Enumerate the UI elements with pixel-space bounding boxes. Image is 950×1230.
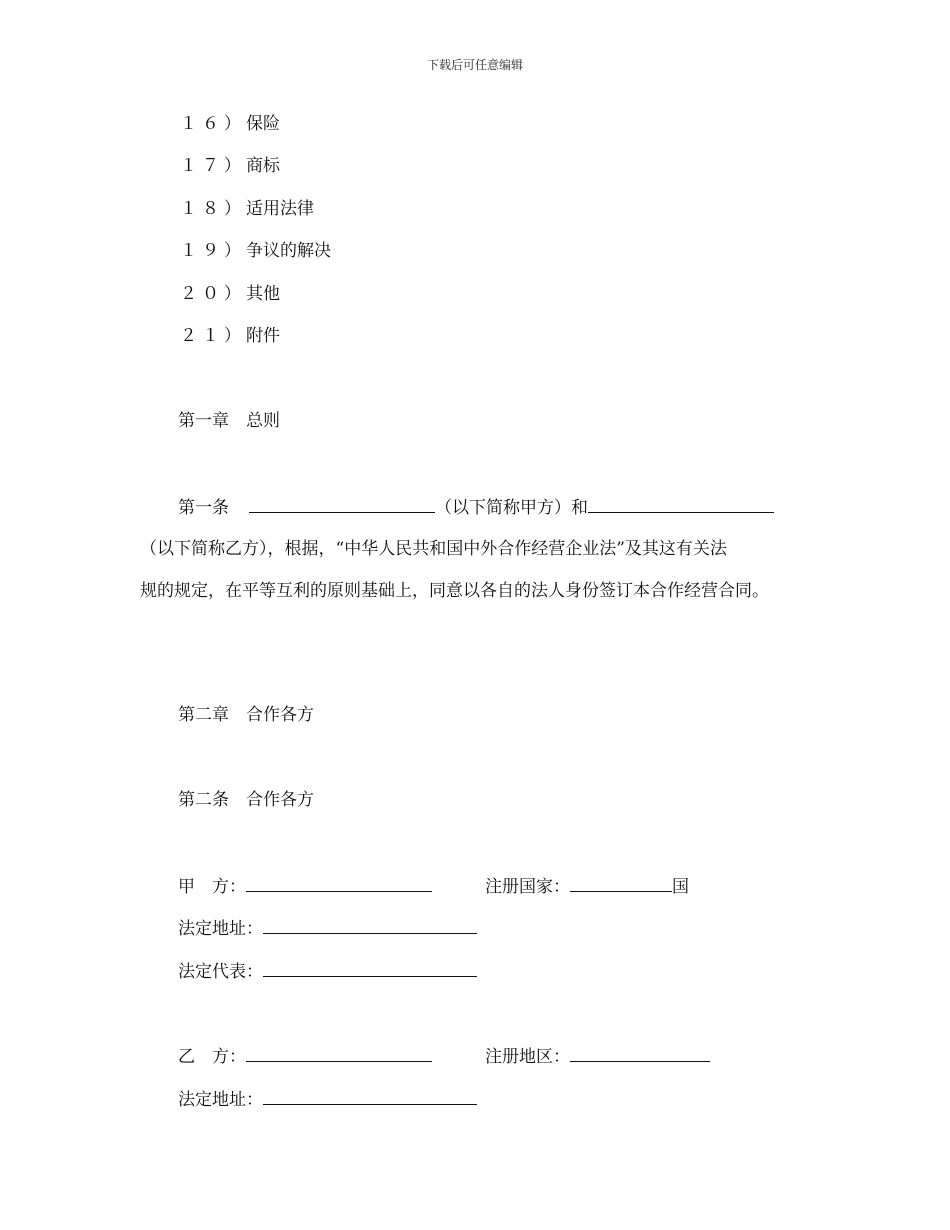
article-1-first-line bbox=[178, 494, 774, 520]
rep-blank[interactable] bbox=[263, 958, 477, 977]
list-item-text: 商标 bbox=[246, 156, 280, 176]
party-b-label: 乙 方： bbox=[178, 1047, 246, 1067]
party-b-blank[interactable] bbox=[246, 1043, 432, 1062]
list-item-number: １７） bbox=[180, 156, 246, 176]
party-b-region-row bbox=[485, 1043, 710, 1069]
article-1-line-3: 规的规定，在平等互利的原则基础上，同意以各自的法人身份签订本合作经营合同。 bbox=[140, 581, 769, 601]
list-item-text: 附件 bbox=[246, 326, 280, 346]
region-blank[interactable] bbox=[570, 1043, 710, 1062]
list-item-text: 适用法律 bbox=[246, 199, 314, 219]
list-item bbox=[180, 197, 314, 221]
party-a-name-blank[interactable] bbox=[249, 494, 435, 513]
article-heading: 第二条 合作各方 bbox=[178, 790, 314, 810]
party-a-blank[interactable] bbox=[246, 873, 432, 892]
party-a-country-row bbox=[485, 873, 689, 899]
list-item-text: 保险 bbox=[246, 114, 280, 134]
chapter-heading: 第二章 合作各方 bbox=[178, 705, 314, 725]
country-label: 注册国家： bbox=[485, 877, 570, 897]
country-suffix: 国 bbox=[672, 877, 689, 897]
region-label: 注册地区： bbox=[485, 1047, 570, 1067]
list-item-number: ２０） bbox=[180, 284, 246, 304]
list-item-text: 其他 bbox=[246, 284, 280, 304]
article-text: （以下简称甲方）和 bbox=[435, 498, 588, 518]
list-item bbox=[180, 239, 331, 263]
list-item bbox=[180, 112, 280, 136]
rep-label: 法定代表： bbox=[178, 962, 263, 982]
list-item-text: 争议的解决 bbox=[246, 241, 331, 261]
list-item-number: １６） bbox=[180, 114, 246, 134]
party-a-label: 甲 方： bbox=[178, 877, 246, 897]
country-blank[interactable] bbox=[570, 873, 672, 892]
list-item bbox=[180, 324, 280, 348]
article-label: 第一条 bbox=[178, 498, 229, 518]
party-a-address-row bbox=[178, 915, 477, 941]
list-item-number: ２１） bbox=[180, 326, 246, 346]
article-1-line-2: （以下简称乙方），根据，“中华人民共和国中外合作经营企业法”及其这有关法 bbox=[140, 539, 727, 559]
page-header: 下载后可任意编辑 bbox=[426, 58, 523, 72]
party-b-row bbox=[178, 1043, 432, 1069]
address-blank[interactable] bbox=[263, 1086, 477, 1105]
list-item bbox=[180, 154, 280, 178]
list-item-number: １９） bbox=[180, 241, 246, 261]
party-a-rep-row bbox=[178, 958, 477, 984]
party-b-address-row bbox=[178, 1086, 477, 1112]
address-blank[interactable] bbox=[263, 915, 477, 934]
list-item-number: １８） bbox=[180, 199, 246, 219]
list-item bbox=[180, 282, 280, 306]
address-label: 法定地址： bbox=[178, 919, 263, 939]
party-b-name-blank[interactable] bbox=[588, 494, 774, 513]
party-a-row bbox=[178, 873, 432, 899]
chapter-heading: 第一章 总则 bbox=[178, 411, 280, 431]
address-label: 法定地址： bbox=[178, 1090, 263, 1110]
